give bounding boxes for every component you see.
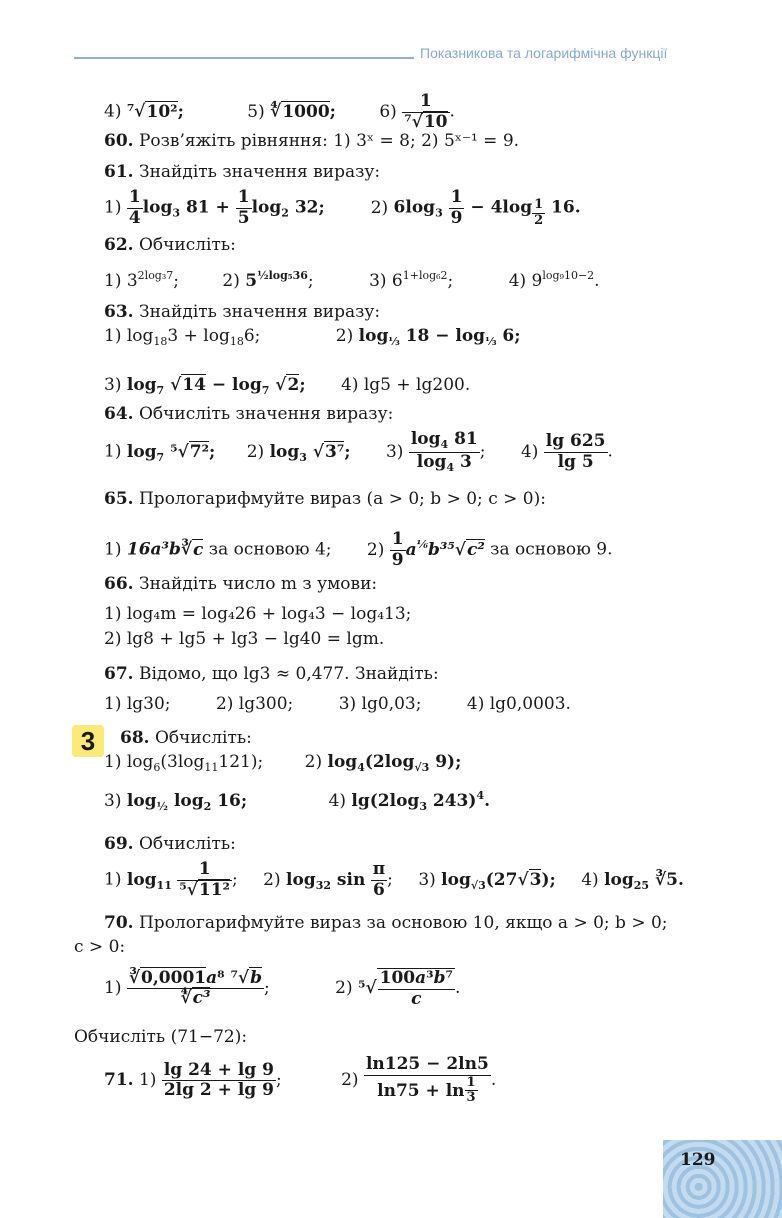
problem-60: 60. Розв’яжіть рівняння: 1) 3ˣ = 8; 2) 5ˣ⁻¹ = 9.: [104, 131, 520, 151]
problem-63: 63. Знайдіть значення виразу:: [104, 302, 381, 322]
problem-61-items: 1) $\frac{1}{4}$ $\log_3 81$ + $\frac{1}{5}$ $\log_2 32$; 2) $6\log_3$ $\frac{1}{9}$ − 4log $_{\frac{1}{2}}$ 16.: [104, 187, 581, 229]
p59-row: 4) ⁷√10²; 5) ∜1000; 6) $\frac{1}{\text{⁷√10}}$ .: [104, 91, 455, 132]
level-badge: 3: [72, 725, 104, 757]
problem-63-row2: 3) $\log_7 √14 - \log_7 √2$; 4) lg5 + lg200.: [104, 375, 471, 397]
problem-66: 66. Знайдіть число m з умови:: [104, 574, 378, 594]
header-title: Показникова та логарифмічна функції: [420, 45, 668, 61]
problem-64: 64. Обчисліть значення виразу:: [104, 404, 394, 424]
problem-66-l2: 2) lg8 + lg5 + lg3 − lg40 = lgm.: [104, 629, 385, 649]
problem-68-row2: 3) $\log_{\frac{1}{2}} \log_2 16$; 4) $\lg(2\log_3$ 243)$^4$.: [104, 789, 491, 813]
problem-68: 68. Обчисліть:: [120, 728, 252, 748]
problem-66-l1: 1) log₄m = log₄26 + log₄3 − log₄13;: [104, 604, 412, 624]
problem-71: 71. 1) $\frac{\lg 24 + \lg 9}{2\lg 2 + \lg 9}$ ; 2) ln125 − 2ln5 ln75 + ln $\frac{1}{3}$ .: [104, 1054, 497, 1106]
problem-65: 65. Прологарифмуйте вираз (a > 0; b > 0; c > 0):: [104, 489, 546, 509]
problem-70-cont: c > 0:: [74, 937, 126, 957]
problem-70: 70. Прологарифмуйте вираз за основою 10, якщо a > 0; b > 0;: [104, 913, 668, 933]
page-number: 129: [680, 1150, 716, 1170]
problem-70-items: 1) $\frac{\text{∛0,0001a⁸ ⁷√b}}{\text{∜c³}}$ ; 2) ⁵√ $\frac{\text{100a³b⁷}}{c}$ .: [104, 967, 461, 1009]
problem-62-items: 1) $3^{2log_37}$; 2) $5^{\frac{1}{2}log_536}$; 3) $6^{1+log_62}$; 4) $9^{log_910-2}$.: [104, 269, 600, 291]
problem-62: 62. Обчисліть:: [104, 235, 236, 255]
problem-64-items: 1) $\log_7 ^5√7^2$; 2) $\log_3 √3^7$; 3) $\frac{\log_4 81}{\log_4 3}$ ; 4) $\frac{\lg 625}{\lg 5}$ .: [104, 429, 613, 474]
problems-71-72-intro: Обчисліть (71−72):: [74, 1027, 248, 1047]
problem-69: 69. Обчисліть:: [104, 834, 236, 854]
problem-67-items: 1) lg30; 2) lg300; 3) lg0,03; 4) lg0,0003.: [104, 694, 571, 714]
problem-63-row1: 1) $\log_{18}3 + \log_{18}6$; 2) $\log_{\frac{1}{3}} 18 - \log_{\frac{1}{3}} 6$;: [104, 326, 521, 348]
problem-65-items: 1) 16a³b∛c за основою 4; 2) $\frac{1}{9}$ $a^{\frac{1}{6}}b^{35}√c^2$ за основою 9.: [104, 529, 613, 570]
problem-61: 61. Знайдіть значення виразу:: [104, 162, 381, 182]
header-rule: [74, 57, 414, 59]
problem-67: 67. Відомо, що lg3 ≈ 0,477. Знайдіть:: [104, 664, 439, 684]
problem-69-items: 1) $\log_{11}$ $\frac{1}{\text{⁵√11²}}$ ; 2) $\log_{32} \sin$ $\frac{\pi}{6}$ ; 3) $\log_{√3}(27√3)$; 4) $\log_{25}$ ∛5.: [104, 859, 684, 900]
problem-68-row1: 1) $\log_6(3\log_{11}121)$; 2) $\log_4(2\log_{√3}$ 9);: [104, 752, 462, 774]
